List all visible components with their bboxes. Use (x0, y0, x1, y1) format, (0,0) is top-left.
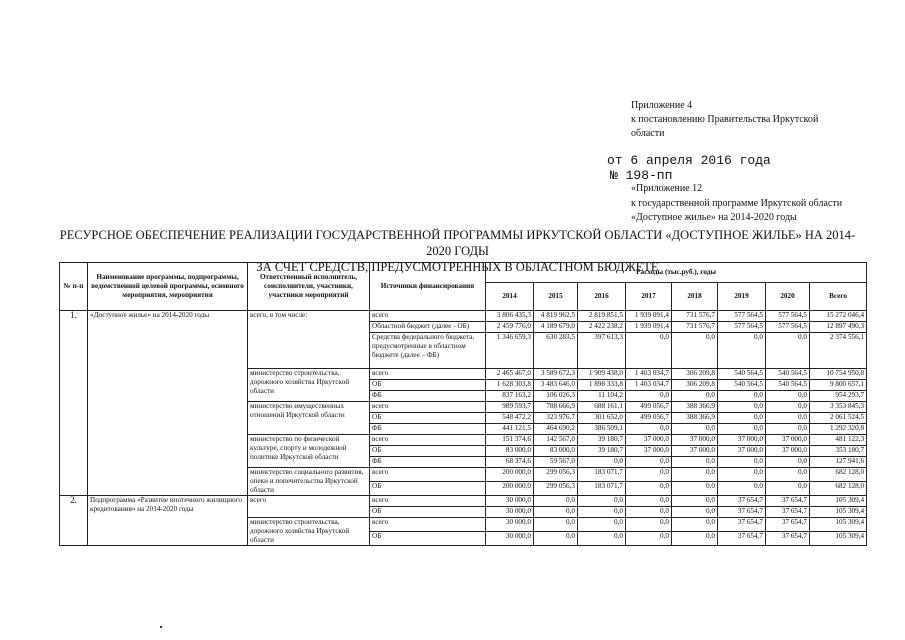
value-cell: 731 576,7 (672, 311, 718, 322)
value-cell: 388 366,9 (672, 413, 718, 424)
funding-source: ОБ (370, 413, 486, 424)
header-source: Источники финансирования (370, 263, 486, 311)
value-cell: 37 000,0 (626, 435, 672, 446)
value-cell: 1 346 659,3 (486, 333, 534, 369)
value-cell: 540 564,5 (766, 369, 810, 380)
value-total: 127 941,6 (810, 457, 867, 468)
value-cell: 106 026,3 (534, 391, 578, 402)
value-cell: 0,0 (626, 518, 672, 532)
value-cell: 30 000,0 (486, 518, 534, 532)
value-cell: 37 654,7 (718, 532, 766, 546)
header-num: № п-п (60, 263, 88, 311)
header-year: 2016 (578, 283, 626, 311)
value-cell: 37 000,0 (766, 446, 810, 457)
value-total: 105 309,4 (810, 518, 867, 532)
value-cell: 1 628 303,8 (486, 380, 534, 391)
appendix-line: Приложение 4 (631, 100, 693, 111)
header-total: Всего (810, 283, 867, 311)
value-cell: 39 180,7 (578, 446, 626, 457)
value-cell: 59 567,0 (534, 457, 578, 468)
value-cell: 0,0 (766, 333, 810, 369)
funding-source: ФБ (370, 391, 486, 402)
header-year: 2019 (718, 283, 766, 311)
value-cell: 2 459 776,0 (486, 322, 534, 333)
resource-table (59, 262, 867, 546)
annex-line: «Приложение 12 (631, 183, 703, 194)
value-cell: 0,0 (766, 468, 810, 482)
funding-source: всего (370, 311, 486, 322)
value-total: 15 272 046,4 (810, 311, 867, 322)
value-cell: 2 819 851,5 (578, 311, 626, 322)
executor-cell: министерство строительства, дорожного хозяйства Иркутской области (248, 518, 370, 546)
value-cell: 37 654,7 (766, 518, 810, 532)
value-cell: 837 163,2 (486, 391, 534, 402)
header-name: Наименование программы, подпрограммы, ведомственной целевой программы, основного мероприятия, мероприятия (88, 263, 248, 311)
value-cell: 37 654,7 (766, 532, 810, 546)
value-cell: 0,0 (626, 424, 672, 435)
value-cell: 37 000,0 (766, 435, 810, 446)
annex-line: «Доступное жилье» на 2014-2020 годы (631, 212, 797, 223)
value-cell: 548 472,2 (486, 413, 534, 424)
value-cell: 200 000,0 (486, 482, 534, 496)
value-cell: 464 690,2 (534, 424, 578, 435)
value-cell: 0,0 (578, 496, 626, 507)
value-cell: 0,0 (718, 391, 766, 402)
value-cell: 0,0 (534, 496, 578, 507)
value-cell: 0,0 (718, 457, 766, 468)
value-cell: 37 000,0 (626, 446, 672, 457)
value-cell: 577 564,5 (766, 322, 810, 333)
value-cell: 540 564,5 (766, 380, 810, 391)
annex12-header (631, 182, 842, 226)
funding-source: всего (370, 369, 486, 380)
value-cell: 989 593,7 (486, 402, 534, 413)
value-cell: 306 209,8 (672, 369, 718, 380)
value-cell: 183 071,7 (578, 482, 626, 496)
value-cell: 499 056,7 (626, 413, 672, 424)
value-cell: 788 666,9 (534, 402, 578, 413)
value-cell: 68 374,6 (486, 457, 534, 468)
value-cell: 0,0 (626, 496, 672, 507)
value-total: 105 309,4 (810, 532, 867, 546)
value-cell: 577 564,5 (718, 322, 766, 333)
value-cell: 388 366,9 (672, 402, 718, 413)
scan-speck (160, 626, 162, 628)
funding-source: ОБ (370, 507, 486, 518)
value-cell: 83 000,0 (534, 446, 578, 457)
executor-cell: министерство социального развития, опеки и попечительства Иркутской области (248, 468, 370, 496)
value-cell: 0,0 (766, 482, 810, 496)
executor-cell: министерство строительства, дорожного хозяйства Иркутской области (248, 369, 370, 402)
value-cell: 0,0 (626, 532, 672, 546)
value-cell: 1 909 438,0 (578, 369, 626, 380)
value-cell: 1 403 034,7 (626, 380, 672, 391)
executor-cell: всего (248, 496, 370, 518)
value-cell: 30 000,0 (486, 496, 534, 507)
value-cell: 0,0 (534, 532, 578, 546)
value-cell: 688 161,1 (578, 402, 626, 413)
value-cell: 0,0 (718, 402, 766, 413)
header-expenses: Расходы (тыс.руб.), годы (486, 263, 867, 283)
value-cell: 0,0 (766, 402, 810, 413)
value-cell: 0,0 (626, 457, 672, 468)
program-name: Подпрограмма «Развитие ипотечного жилищного кредитования» на 2014-2020 годы (88, 496, 248, 546)
appendix-header (631, 99, 818, 141)
value-cell: 30 000,0 (486, 507, 534, 518)
value-total: 2 061 524,5 (810, 413, 867, 424)
value-cell: 37 654,7 (766, 507, 810, 518)
value-cell: 2 465 467,0 (486, 369, 534, 380)
funding-source: всего (370, 496, 486, 507)
value-cell: 0,0 (626, 391, 672, 402)
value-cell: 540 564,5 (718, 380, 766, 391)
value-total: 481 122,3 (810, 435, 867, 446)
value-cell: 577 564,5 (766, 311, 810, 322)
value-cell: 0,0 (718, 333, 766, 369)
row-number: 2. (60, 496, 88, 546)
value-cell: 0,0 (766, 424, 810, 435)
value-cell: 0,0 (626, 333, 672, 369)
value-cell: 0,0 (672, 333, 718, 369)
value-cell: 0,0 (672, 532, 718, 546)
value-cell: 301 652,0 (578, 413, 626, 424)
value-cell: 2 422 238,2 (578, 322, 626, 333)
value-cell: 37 000,0 (718, 446, 766, 457)
value-total: 105 309,4 (810, 507, 867, 518)
value-cell: 0,0 (578, 532, 626, 546)
value-cell: 0,0 (672, 496, 718, 507)
value-cell: 1 939 091,4 (626, 311, 672, 322)
value-cell: 37 000,0 (672, 435, 718, 446)
value-cell: 0,0 (672, 424, 718, 435)
value-cell: 0,0 (766, 391, 810, 402)
header-executor: Ответственный исполнитель, соисполнители, участники, участники мероприятий (248, 263, 370, 311)
header-year: 2020 (766, 283, 810, 311)
funding-source: ФБ (370, 424, 486, 435)
value-cell: 0,0 (718, 413, 766, 424)
funding-source: Областной бюджет (далее - ОБ) (370, 322, 486, 333)
value-cell: 0,0 (672, 507, 718, 518)
value-cell: 299 056,3 (534, 468, 578, 482)
table-row (60, 311, 867, 322)
value-cell: 630 283,5 (534, 333, 578, 369)
value-cell: 306 209,8 (672, 380, 718, 391)
value-cell: 37 654,7 (718, 507, 766, 518)
value-cell: 0,0 (626, 507, 672, 518)
order-date-number (607, 153, 771, 183)
value-cell: 37 000,0 (718, 435, 766, 446)
value-cell: 731 576,7 (672, 322, 718, 333)
value-cell: 83 000,0 (486, 446, 534, 457)
value-cell: 397 613,3 (578, 333, 626, 369)
funding-source: ОБ (370, 446, 486, 457)
value-cell: 540 564,5 (718, 369, 766, 380)
value-cell: 4 189 679,0 (534, 322, 578, 333)
order-number: № 198-пп (610, 168, 673, 183)
value-cell: 441 121,5 (486, 424, 534, 435)
funding-source: Средства федерального бюджета, предусмотренные в областном бюджете (далее – ФБ) (370, 333, 486, 369)
funding-source: ОБ (370, 380, 486, 391)
value-cell: 0,0 (718, 468, 766, 482)
value-cell: 323 976,7 (534, 413, 578, 424)
value-cell: 1 939 091,4 (626, 322, 672, 333)
value-cell: 0,0 (534, 507, 578, 518)
value-total: 353 180,7 (810, 446, 867, 457)
value-cell: 0,0 (578, 518, 626, 532)
value-total: 9 800 657,1 (810, 380, 867, 391)
value-cell: 30 000,0 (486, 532, 534, 546)
value-cell: 499 056,7 (626, 402, 672, 413)
value-total: 682 128,0 (810, 482, 867, 496)
value-cell: 0,0 (626, 468, 672, 482)
value-total: 3 353 845,3 (810, 402, 867, 413)
value-cell: 0,0 (718, 482, 766, 496)
value-cell: 183 071,7 (578, 468, 626, 482)
value-cell: 1 403 034,7 (626, 369, 672, 380)
value-cell: 0,0 (534, 518, 578, 532)
value-cell: 37 654,7 (718, 518, 766, 532)
executor-cell: министерство имущественных отношений Иркутской области (248, 402, 370, 435)
header-year: 2017 (626, 283, 672, 311)
value-cell: 3 589 672,3 (534, 369, 578, 380)
value-cell: 0,0 (766, 413, 810, 424)
value-cell: 11 104,2 (578, 391, 626, 402)
funding-source: ФБ (370, 457, 486, 468)
funding-source: всего (370, 518, 486, 532)
table-row (60, 496, 867, 507)
value-cell: 577 564,5 (718, 311, 766, 322)
value-cell: 0,0 (718, 424, 766, 435)
value-total: 105 309,4 (810, 496, 867, 507)
value-cell: 37 000,0 (672, 446, 718, 457)
executor-cell: министерство по физической культуре, спорту и молодежной политике Иркутской области (248, 435, 370, 468)
value-cell: 0,0 (672, 457, 718, 468)
value-cell: 37 654,7 (766, 496, 810, 507)
value-cell: 0,0 (578, 507, 626, 518)
value-cell: 299 056,3 (534, 482, 578, 496)
value-total: 12 897 490,3 (810, 322, 867, 333)
title-line: ЗА СЧЕТ СРЕДСТВ, ПРЕДУСМОТРЕННЫХ В ОБЛАСТНОМ БЮДЖЕТЕ (256, 260, 659, 274)
header-year: 2015 (534, 283, 578, 311)
value-cell: 0,0 (672, 518, 718, 532)
value-cell: 0,0 (672, 391, 718, 402)
value-cell: 3 483 646,0 (534, 380, 578, 391)
value-cell: 39 180,7 (578, 435, 626, 446)
value-total: 2 374 556,1 (810, 333, 867, 369)
title-line: РЕСУРСНОЕ ОБЕСПЕЧЕНИЕ РЕАЛИЗАЦИИ ГОСУДАРСТВЕННОЙ ПРОГРАММЫ ИРКУТСКОЙ ОБЛАСТИ «ДОСТУПНОЕ ЖИЛЬЕ» НА 2014-2020 ГОДЫ (59, 228, 856, 258)
value-total: 1 292 320,8 (810, 424, 867, 435)
value-total: 954 293,7 (810, 391, 867, 402)
appendix-line: области (631, 128, 665, 139)
value-cell: 386 509,1 (578, 424, 626, 435)
value-cell: 142 567,0 (534, 435, 578, 446)
value-cell: 0,0 (766, 457, 810, 468)
funding-source: всего (370, 468, 486, 482)
program-name: «Доступное жилье» на 2014-2020 годы (88, 311, 248, 496)
header-year: 2014 (486, 283, 534, 311)
value-cell: 3 806 435,3 (486, 311, 534, 322)
value-cell: 151 374,6 (486, 435, 534, 446)
value-total: 10 754 950,8 (810, 369, 867, 380)
value-cell: 200 000,0 (486, 468, 534, 482)
value-total: 682 128,0 (810, 468, 867, 482)
value-cell: 0,0 (672, 468, 718, 482)
order-date: от 6 апреля 2016 года (607, 153, 771, 168)
appendix-line: к постановлению Правительства Иркутской (631, 114, 819, 125)
value-cell: 0,0 (672, 482, 718, 496)
value-cell: 0,0 (626, 482, 672, 496)
funding-source: ОБ (370, 532, 486, 546)
value-cell: 1 898 333,8 (578, 380, 626, 391)
executor-cell: всего, в том числе: (248, 311, 370, 369)
header-year: 2018 (672, 283, 718, 311)
funding-source: ОБ (370, 482, 486, 496)
row-number: 1. (60, 311, 88, 496)
value-cell: 0,0 (578, 457, 626, 468)
value-cell: 37 654,7 (718, 496, 766, 507)
annex-line: к государственной программе Иркутской области (631, 197, 843, 209)
value-cell: 4 819 962,5 (534, 311, 578, 322)
funding-source: всего (370, 435, 486, 446)
funding-source: всего (370, 402, 486, 413)
